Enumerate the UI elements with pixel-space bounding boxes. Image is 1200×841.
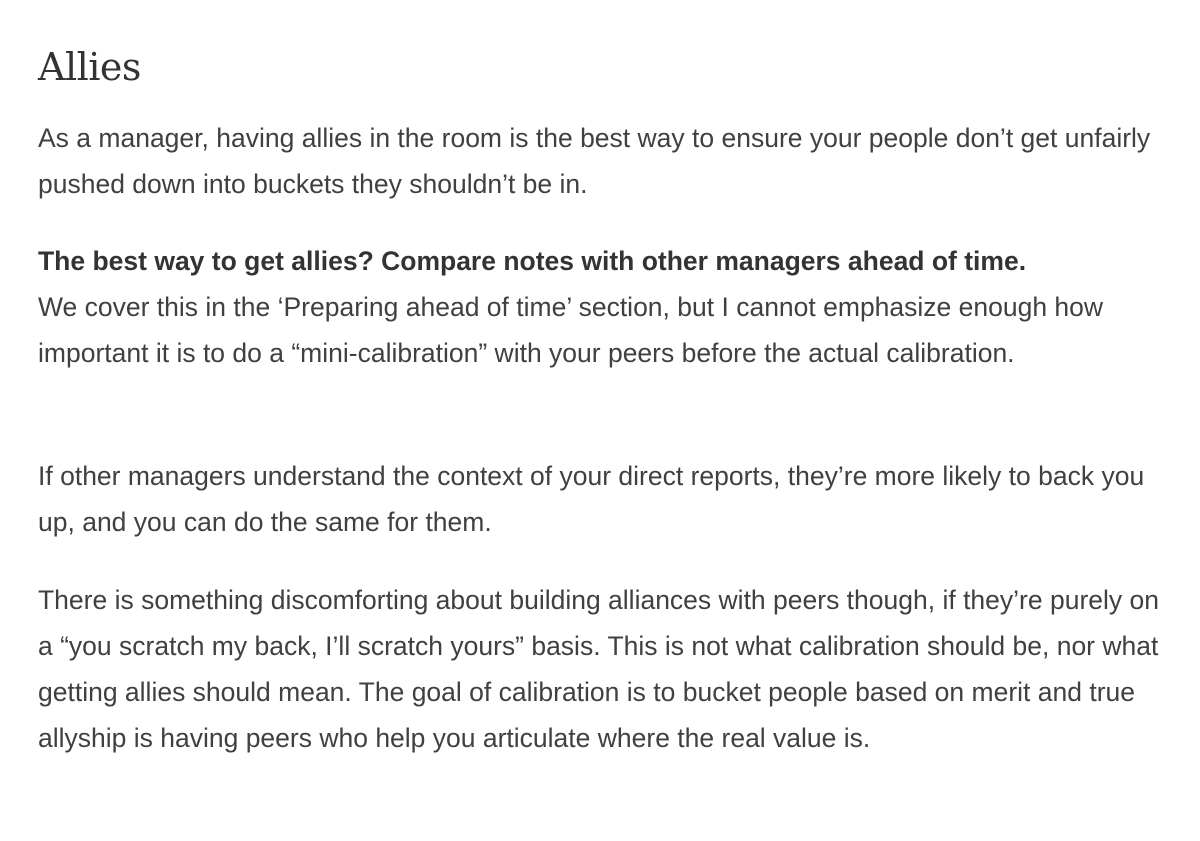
- paragraph-text: There is something discomforting about building alliances with peers though, if they’re purely on a “you scratch my back, I’ll scratch yours” basis. This is not what calibration should be, nor what getting allies should mean. The goal of calibration is to bucket people based on merit and true allyship is having peers who help you articulate where the real value is.: [38, 585, 1159, 753]
- paragraph-compare-notes: [38, 238, 1168, 376]
- section-heading: Allies: [38, 45, 141, 89]
- paragraph-text: As a manager, having allies in the room is the best way to ensure your people don’t get unfairly pushed down into buckets they shouldn’t be in.: [38, 123, 1151, 199]
- paragraph-bold-lead: The best way to get allies? Compare notes with other managers ahead of time.: [38, 246, 1027, 276]
- paragraph-alliances: [38, 577, 1168, 761]
- paragraph-context: [38, 453, 1168, 545]
- paragraph-intro: [38, 115, 1168, 207]
- paragraph-text: If other managers understand the context of your direct reports, they’re more likely to back you up, and you can do the same for them.: [38, 461, 1145, 537]
- paragraph-text: We cover this in the ‘Preparing ahead of time’ section, but I cannot emphasize enough how important it is to do a “mini-calibration” with your peers before the actual calibration.: [38, 292, 1104, 368]
